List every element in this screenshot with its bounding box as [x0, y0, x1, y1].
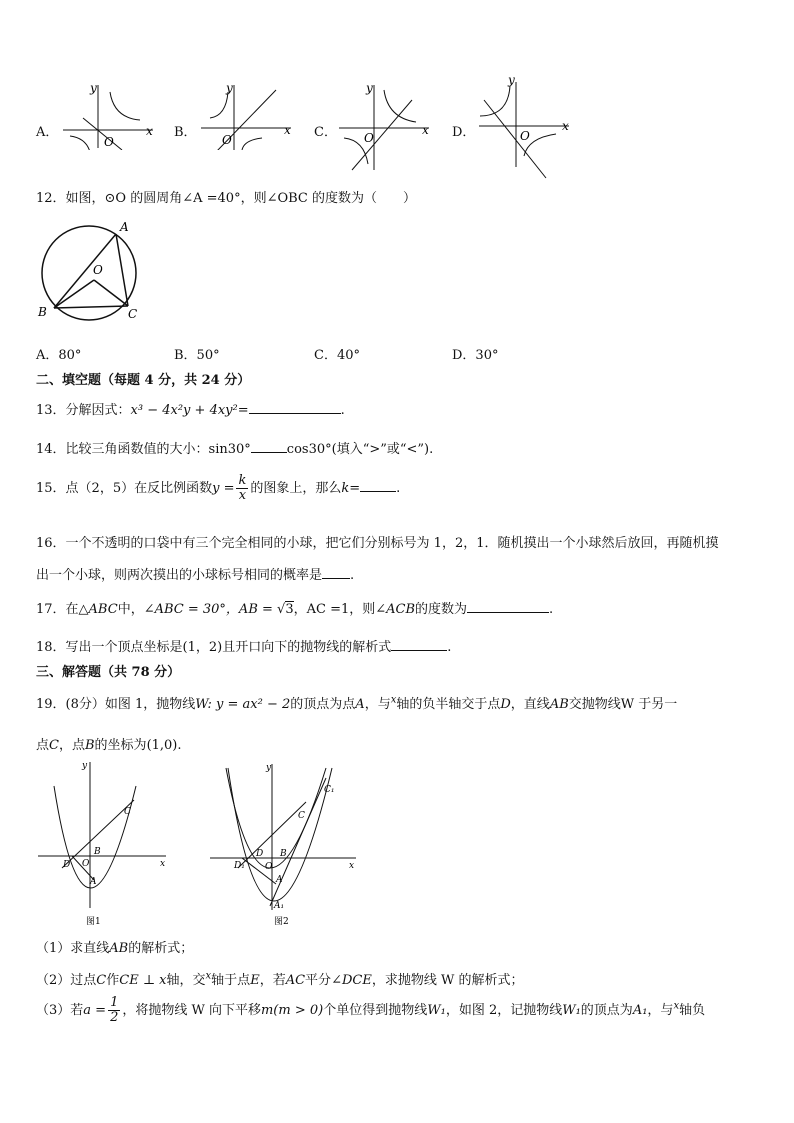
q17-prefix: 17．在	[36, 602, 79, 617]
q12-circle-figure	[34, 218, 144, 328]
y-label: y	[82, 761, 88, 771]
q19-sub2-text: 轴，交	[166, 973, 206, 988]
q19-b: B	[84, 738, 95, 753]
q19-sub2-dce: ∠DCE	[331, 973, 372, 988]
line-graph	[484, 100, 546, 178]
line-graph	[83, 118, 122, 150]
q11-graph-c	[334, 80, 434, 172]
q19-sub2-c: C	[96, 973, 107, 988]
d1-label: D₁	[234, 861, 245, 871]
hyperbola-branch-2	[70, 136, 90, 150]
d-label: D	[63, 860, 71, 870]
q12-option-c: C．40°	[314, 348, 360, 363]
section-2-title: 二、填空题（每题 4 分，共 24 分）	[36, 373, 251, 388]
o-label: O	[265, 862, 273, 872]
origin-label: O	[104, 135, 114, 149]
y-label: y	[508, 73, 515, 87]
figure-2-caption: 图2	[274, 917, 289, 927]
q19-sub3-text: ，与	[647, 1003, 674, 1018]
q19-sub3-w1: W₁	[427, 1003, 446, 1018]
c1-label: C₁	[324, 785, 335, 795]
q17-mid1: 中，	[117, 602, 144, 617]
y-label: y	[90, 81, 97, 95]
q19-text: 19．(8分）如图 1，抛物线	[36, 697, 196, 712]
q11-option-d-label: D．	[452, 125, 476, 140]
q11-option-b-label: B．	[174, 125, 197, 140]
q12-option-b: B．50°	[174, 348, 220, 363]
q19-sub3-half	[108, 996, 120, 1025]
parabola-w	[226, 768, 326, 868]
q19-sub2-text: 作	[106, 973, 120, 988]
c-label: C	[298, 811, 305, 821]
q18-text: 18．写出一个顶点坐标是(1，2)且开口向下的抛物线的解析式	[36, 640, 392, 655]
q12-stem: 12．如图，⊙O 的圆周角∠A =40°，则∠OBC 的度数为（ ）	[36, 191, 416, 206]
q19-ab: AB	[549, 697, 569, 712]
q19-sub3-m: m(m > 0)	[260, 1003, 324, 1018]
q17-angle2: ∠ACB	[375, 602, 416, 617]
q17-blank	[467, 600, 549, 613]
q16-line2-text: 出一个小球，则两次摸出的小球标号相同的概率是	[36, 568, 323, 583]
q12-option-a: A．80°	[36, 348, 82, 363]
q11-graph-a	[58, 80, 158, 150]
o-label: O	[82, 859, 90, 869]
figure-1-caption: 图1	[86, 917, 101, 927]
q18	[36, 636, 451, 655]
q13-prefix: 13．分解因式：	[36, 403, 131, 418]
q17-tri: △ABC	[78, 602, 118, 617]
half-den: 2	[110, 1010, 119, 1025]
point-c-label: C	[128, 307, 138, 321]
q19-sub3-text: 的顶点为	[580, 1003, 633, 1018]
origin-label: O	[364, 131, 374, 145]
q19-text: 的坐标为	[94, 738, 147, 753]
q19-figure-2	[206, 758, 362, 930]
x-label: x	[422, 123, 429, 137]
q19-sub1	[36, 937, 193, 956]
q15-prefix: 15．点（2，5）在反比例函数	[36, 481, 213, 496]
line-graph	[352, 100, 412, 170]
q19-sub3-w1b: W₁	[562, 1003, 581, 1018]
q14-middle: cos30°(填入“>”或“<”).	[286, 442, 434, 457]
point-a-label: A	[120, 220, 129, 234]
q19-d: D	[500, 697, 511, 712]
q19-sub3	[36, 996, 705, 1025]
q19-sub2-ce: CE ⊥ x	[119, 973, 167, 988]
q18-suffix: .	[447, 640, 452, 655]
q11-graph-b	[196, 80, 296, 150]
q19-sub2-e: E	[250, 973, 260, 988]
q14	[36, 438, 433, 457]
q19-sub2-x: x	[205, 970, 212, 982]
q15-suffix: .	[396, 481, 401, 496]
q17-mid2: ，AC =1，则	[293, 602, 376, 617]
b-label: B	[94, 847, 101, 857]
q16-line1: 16．一个不透明的口袋中有三个完全相同的小球，把它们分别标号为 1，2，1．随机摸出一个小球然后放回，再随机摸	[36, 536, 719, 551]
c-label: C	[124, 807, 131, 817]
a1-label: A₁	[274, 901, 285, 911]
q11-graph-d	[474, 72, 574, 182]
q15-blank	[360, 479, 396, 492]
q19-figure-1	[34, 758, 174, 930]
q15-eq: =	[349, 481, 361, 496]
q19-w: W	[195, 697, 208, 712]
q19-eq: : y = ax² − 2	[207, 697, 291, 712]
q17-mid3: 的度数为	[415, 602, 468, 617]
x-label: x	[284, 123, 291, 137]
q17-sqrt: √3	[277, 602, 294, 617]
q19-sub3-x: x	[673, 1000, 680, 1012]
q19-sub2	[36, 969, 523, 988]
q13-blank	[249, 401, 341, 414]
q19-sub3-text: （3）若	[36, 1003, 84, 1018]
q19-text: 点	[36, 738, 50, 753]
q17	[36, 598, 553, 617]
q19-sub2-text: 平分	[305, 973, 332, 988]
q15-frac-den: x	[238, 488, 247, 503]
q15-var: k	[341, 481, 350, 496]
q19-text: .	[177, 738, 182, 753]
q19-sub2-text: 轴于点	[211, 973, 251, 988]
q17-suffix: .	[549, 602, 554, 617]
q19-sub2-text: ，若	[259, 973, 286, 988]
q19-sub1-text: 的解析式；	[128, 941, 194, 956]
x-label: x	[349, 861, 355, 871]
q19-c: C	[49, 738, 59, 753]
q19-text: 轴的负半轴交于点	[396, 697, 501, 712]
q19-sub3-text: ，如图 2，记抛物线	[445, 1003, 563, 1018]
q18-blank	[391, 638, 447, 651]
q19-x: x	[390, 694, 397, 706]
q19-sub2-text: ，求抛物线 W 的解析式；	[371, 973, 524, 988]
b-label: B	[280, 849, 287, 859]
origin-label: O	[222, 133, 232, 147]
y-label: y	[366, 81, 373, 95]
q19-coord: (1,0)	[146, 738, 178, 753]
q19-sub3-text: ，将抛物线 W 向下平移	[122, 1003, 261, 1018]
q13	[36, 399, 345, 418]
q17-angle: ∠ABC = 30°，AB =	[143, 602, 278, 617]
half-num: 1	[110, 995, 119, 1010]
q19-sub2-text: （2）过点	[36, 973, 97, 988]
q19-a: A	[355, 697, 365, 712]
point-b-label: B	[38, 305, 47, 319]
origin-label: O	[520, 129, 530, 143]
q14-prefix: 14．比较三角函数值的大小：sin30°	[36, 442, 251, 457]
x-label: x	[562, 119, 569, 133]
q19-text: 交抛物线W 于另一	[568, 697, 678, 712]
q15-frac-num: k	[238, 473, 247, 488]
q14-blank	[251, 440, 287, 453]
q15-fraction	[236, 474, 248, 503]
q19-text: 的顶点为点	[290, 697, 356, 712]
q13-suffix: .	[340, 403, 345, 418]
a-label: A	[90, 877, 97, 887]
y-label: y	[266, 763, 272, 773]
x-label: x	[160, 859, 166, 869]
q19-text: ，直线	[510, 697, 550, 712]
point-o-label: O	[93, 263, 103, 277]
q15-middle: 的图象上，那么	[250, 481, 342, 496]
q19-sub2-ac: AC	[285, 973, 306, 988]
x-label: x	[146, 124, 153, 138]
hyperbola-branch-1	[110, 92, 140, 120]
q11-option-a-label: A．	[36, 125, 59, 140]
q19-line2	[36, 734, 182, 753]
q19-sub3-text: 个单位得到抛物线	[323, 1003, 428, 1018]
y-label: y	[226, 81, 233, 95]
q16-blank	[322, 566, 350, 579]
q19-sub3-a-eq: a =	[83, 1003, 107, 1018]
q19-text: ，点	[58, 738, 85, 753]
q15	[36, 474, 400, 503]
q12-option-d: D．30°	[452, 348, 499, 363]
q17-sqrt-value: 3	[285, 602, 294, 617]
a-label: A	[276, 875, 283, 885]
section-3-title: 三、解答题（共 78 分）	[36, 665, 181, 680]
q19-sub1-ab: AB	[109, 941, 129, 956]
q19-line1	[36, 693, 677, 712]
q15-func: y =	[212, 481, 235, 496]
d-label: D	[256, 849, 264, 859]
q19-text: ，与	[364, 697, 391, 712]
q16-line2	[36, 564, 354, 583]
q19-sub3-text: 轴负	[679, 1003, 706, 1018]
q11-option-c-label: C．	[314, 125, 337, 140]
q19-sub1-text: （1）求直线	[36, 941, 110, 956]
q13-expr: x³ − 4x²y + 4xy²=	[130, 403, 249, 418]
q16-suffix: .	[350, 568, 355, 583]
q19-sub3-a1: A₁	[632, 1003, 648, 1018]
